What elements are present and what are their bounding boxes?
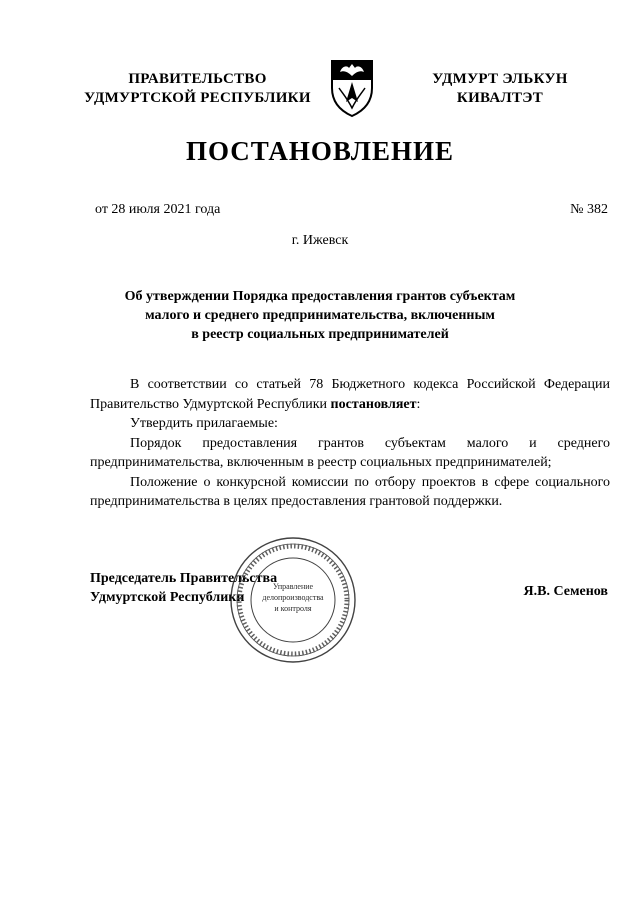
document-date: от 28 июля 2021 года <box>95 202 221 217</box>
body-paragraph-3: Порядок предоставления грантов субъектам малого и среднего предпринимательства, включенным в реестр социальных предпринимателей; <box>90 435 610 470</box>
document-title: ПОСТАНОВЛЕНИЕ <box>185 136 455 166</box>
body-paragraph-1 <box>90 375 610 414</box>
signatory-position-line2: Удмуртской Республики <box>90 590 245 605</box>
document-subject <box>110 287 530 344</box>
signatory-name: Я.В. Семенов <box>523 584 608 599</box>
signatory-position-line1: Председатель Правительства <box>90 571 278 586</box>
stamp-inner-line1: Управление <box>272 582 314 591</box>
stamp-inner-line2: делопроизводства <box>262 593 324 602</box>
subject-line3: в реестр социальных предпринимателей <box>191 327 449 342</box>
government-name-udmurt-line2: КИВАЛТЭТ <box>456 90 544 106</box>
government-name-line1: ПРАВИТЕЛЬСТВО <box>128 71 267 87</box>
government-name-udmurt-line1: УДМУРТ ЭЛЬКУН <box>432 71 568 87</box>
subject-line1: Об утверждении Порядка предоставления грантов субъектам <box>124 289 516 304</box>
government-name-russian <box>70 70 325 108</box>
document-number: № 382 <box>570 202 608 217</box>
udmurt-coat-of-arms-icon <box>327 58 377 118</box>
document-city: г. Ижевск <box>291 233 349 248</box>
stamp-graphic <box>228 535 358 665</box>
subject-line2: малого и среднего предпринимательства, включенным <box>145 308 495 323</box>
official-stamp-icon <box>228 535 358 665</box>
body-p1-decree-word: постановляет <box>330 396 417 412</box>
stamp-inner-line3: и контроля <box>274 604 312 613</box>
government-name-udmurt <box>405 70 595 108</box>
document-body <box>90 375 610 512</box>
body-paragraph-2: Утвердить прилагаемые: <box>130 416 278 431</box>
body-p1-colon: : <box>416 396 421 412</box>
government-name-line2: УДМУРТСКОЙ РЕСПУБЛИКИ <box>84 90 311 106</box>
body-p1-text: В соответствии со статьей 78 Бюджетного кодекса Российской Федерации Правительство Удмуртской Республики <box>90 377 610 412</box>
emblem-graphic <box>327 58 377 118</box>
body-paragraph-4: Положение о конкурсной комиссии по отбору проектов в сфере социального предпринимательства в целях предоставления грантовой поддержки. <box>90 474 610 509</box>
